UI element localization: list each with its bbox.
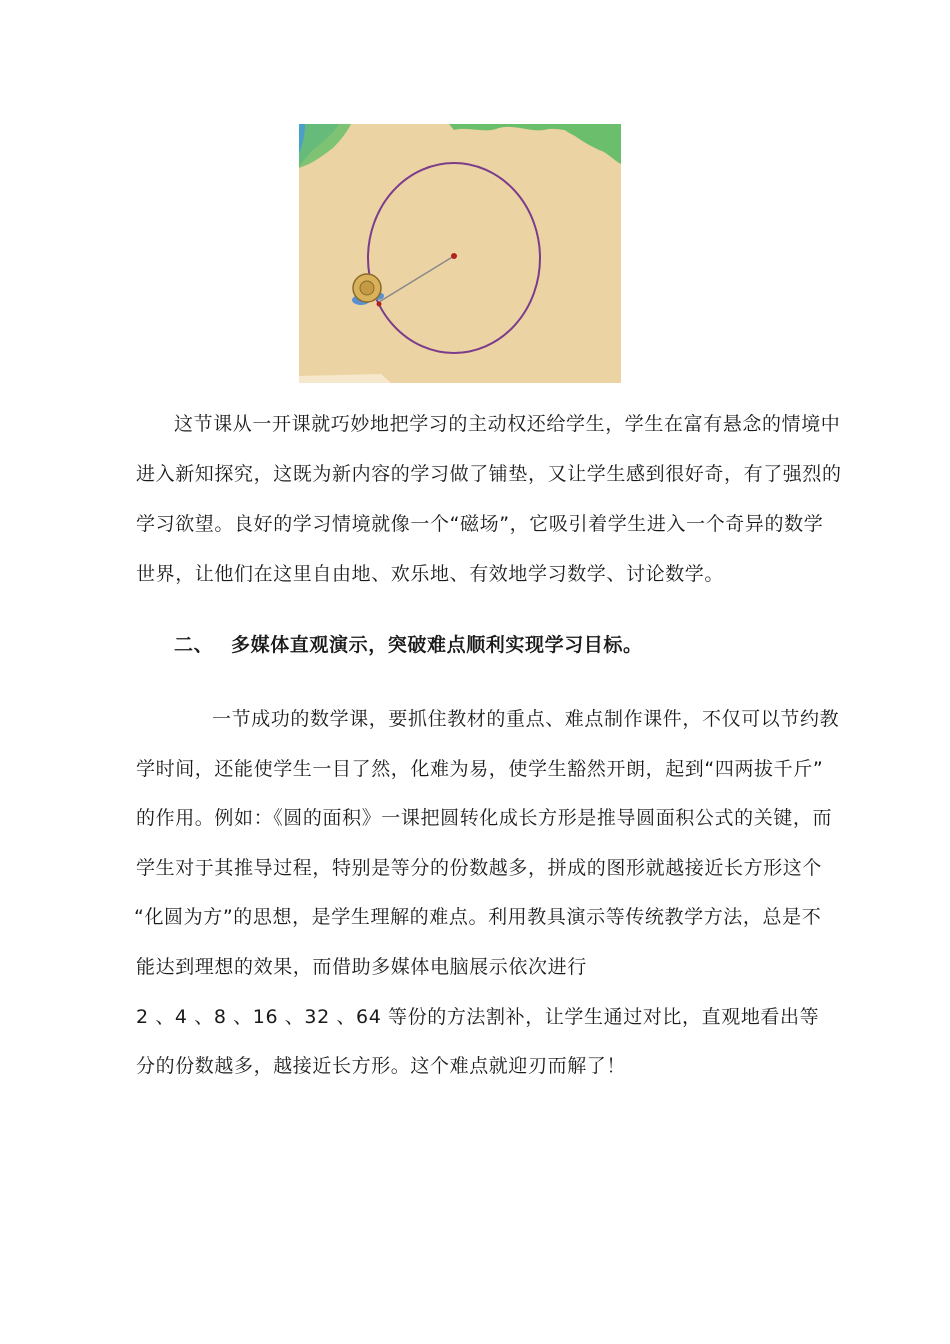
illustration-svg	[299, 124, 621, 383]
paragraph1-line-1: 这节课从一开课就巧妙地把学习的主动权还给学生，学生在富有悬念的情境中	[174, 413, 841, 435]
circle-rope-illustration	[299, 124, 621, 383]
section-title: 多媒体直观演示，突破难点顺利实现学习目标。	[231, 634, 643, 656]
paragraph2-line-2: 学时间，还能使学生一目了然，化难为易，使学生豁然开朗，起到“四两拔千斤”	[136, 758, 824, 780]
paragraph2-line-4: 学生对于其推导过程，特别是等分的份数越多，拼成的图形就越接近长方形这个	[136, 857, 823, 879]
section-number: 二、	[174, 634, 214, 656]
paragraph2-line-1: 一节成功的数学课，要抓住教材的重点、难点制作课件，不仅可以节约教	[212, 708, 840, 730]
paragraph2-line-6: 能达到理想的效果，而借助多媒体电脑展示依次进行	[136, 956, 587, 978]
paragraph1-line-3: 学习欲望。良好的学习情境就像一个“磁场”，它吸引着学生进入一个奇异的数学	[136, 513, 824, 535]
paragraph2-line-8: 分的份数越多，越接近长方形。这个难点就迎刃而解了！	[136, 1055, 627, 1077]
center-stake	[451, 253, 457, 259]
paragraph2-line-5: “化圆为方”的思想，是学生理解的难点。利用教具演示等传统教学方法，总是不	[134, 906, 822, 928]
paragraph2-line-7: 2 、4 、8 、16 、32 、64 等份的方法割补，让学生通过对比，直观地看出等	[136, 1006, 820, 1028]
paragraph1-line-4: 世界，让他们在这里自由地、欢乐地、有效地学习数学、讨论数学。	[136, 563, 725, 585]
paragraph1-line-2: 进入新知探究，这既为新内容的学习做了铺垫，又让学生感到很好奇，有了强烈的	[136, 463, 842, 485]
paragraph2-line-3: 的作用。例如：《圆的面积》一课把圆转化成长方形是推导圆面积公式的关键，而	[136, 807, 833, 829]
